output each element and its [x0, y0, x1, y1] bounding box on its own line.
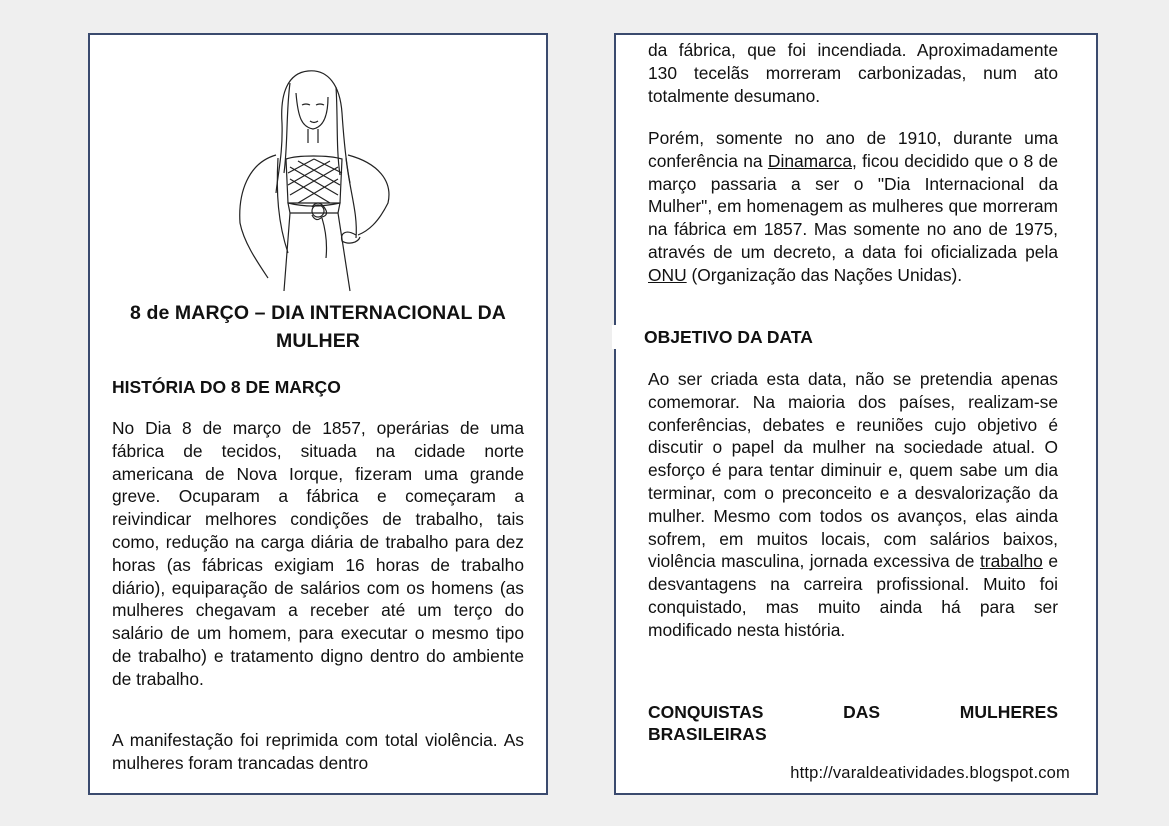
decision-text-1: Porém, somente no ano de 1910, durante uma conferência na [648, 128, 1058, 171]
decision-text-3: (Organização das Nações Unidas). [686, 264, 963, 285]
objective-text-1: Ao ser criada esta data, não se pretendia apenas comemorar. Na maioria dos países, realizam-se conferências, debates e reuniões cujo objetivo é discutir o papel da mulher na sociedade atual. O esforço é para tentar diminuir e, quem sabe um dia terminar, com o preconceito e a desvalorização da mulher. Mesmo com todos os avanços, elas ainda sofrem, em muitos locais, com salários baixos, violência masculina, jornada excessiva de [648, 369, 1058, 572]
conquests-word-2: DAS [843, 702, 881, 722]
decision-text-2: , ficou decidido que o 8 de março passaria a ser o "Dia Internacional da Mulher", em homenagem as mulheres que morreram na fábrica em 1857. Mas somente no ano de 1975, através de um decreto, a data foi oficializada pela [648, 150, 1058, 262]
link-onu[interactable]: ONU [648, 264, 687, 285]
left-page [88, 33, 548, 795]
fire-paragraph: da fábrica, que foi incendiada. Aproximadamente 130 tecelãs morreram carbonizadas, num ato totalmente desumano. [648, 40, 1058, 106]
objective-paragraph [648, 368, 1058, 642]
history-paragraph-2: A manifestação foi reprimida com total violência. As mulheres foram trancadas dentro [112, 730, 524, 773]
conquests-word-3: MULHERES [959, 702, 1058, 722]
link-trabalho[interactable]: trabalho [979, 551, 1043, 572]
history-heading: HISTÓRIA DO 8 DE MARÇO [112, 377, 341, 397]
conquests-word-1: CONQUISTAS [648, 702, 764, 722]
history-paragraph-1: No Dia 8 de março de 1857, operárias de uma fábrica de tecidos, situada na cidade norte americana de Nova Iorque, fizeram uma grande greve. Ocuparam a fábrica e começaram a reivindicar melhores condições de trabalho, tais como, redução na carga diária de trabalho para dez horas (as fábricas exigiam 16 horas de trabalho diário), equiparação de salários com os homens (as mulheres chegavam a receber até um terço do salário de um homem, para executar o mesmo tipo de trabalho) e tratamento digno dentro do ambiente de trabalho. [112, 418, 524, 689]
conquests-heading [648, 701, 1058, 745]
page-title: 8 de MARÇO – DIA INTERNACIONAL DA MULHER [130, 302, 506, 352]
border-notch [612, 325, 620, 349]
blog-url[interactable]: http://varaldeatividades.blogspot.com [790, 764, 1070, 782]
conquests-word-4: BRASILEIRAS [648, 724, 767, 744]
decision-paragraph [648, 127, 1058, 287]
woman-illustration [218, 63, 430, 293]
objective-heading: OBJETIVO DA DATA [644, 327, 813, 347]
link-dinamarca[interactable]: Dinamarca [767, 150, 852, 171]
right-page [614, 33, 1098, 795]
objective-text-2: e desvantagens na carreira profissional. Muito foi conquistado, mas muito ainda há para ser modificado nesta história. [648, 551, 1058, 640]
